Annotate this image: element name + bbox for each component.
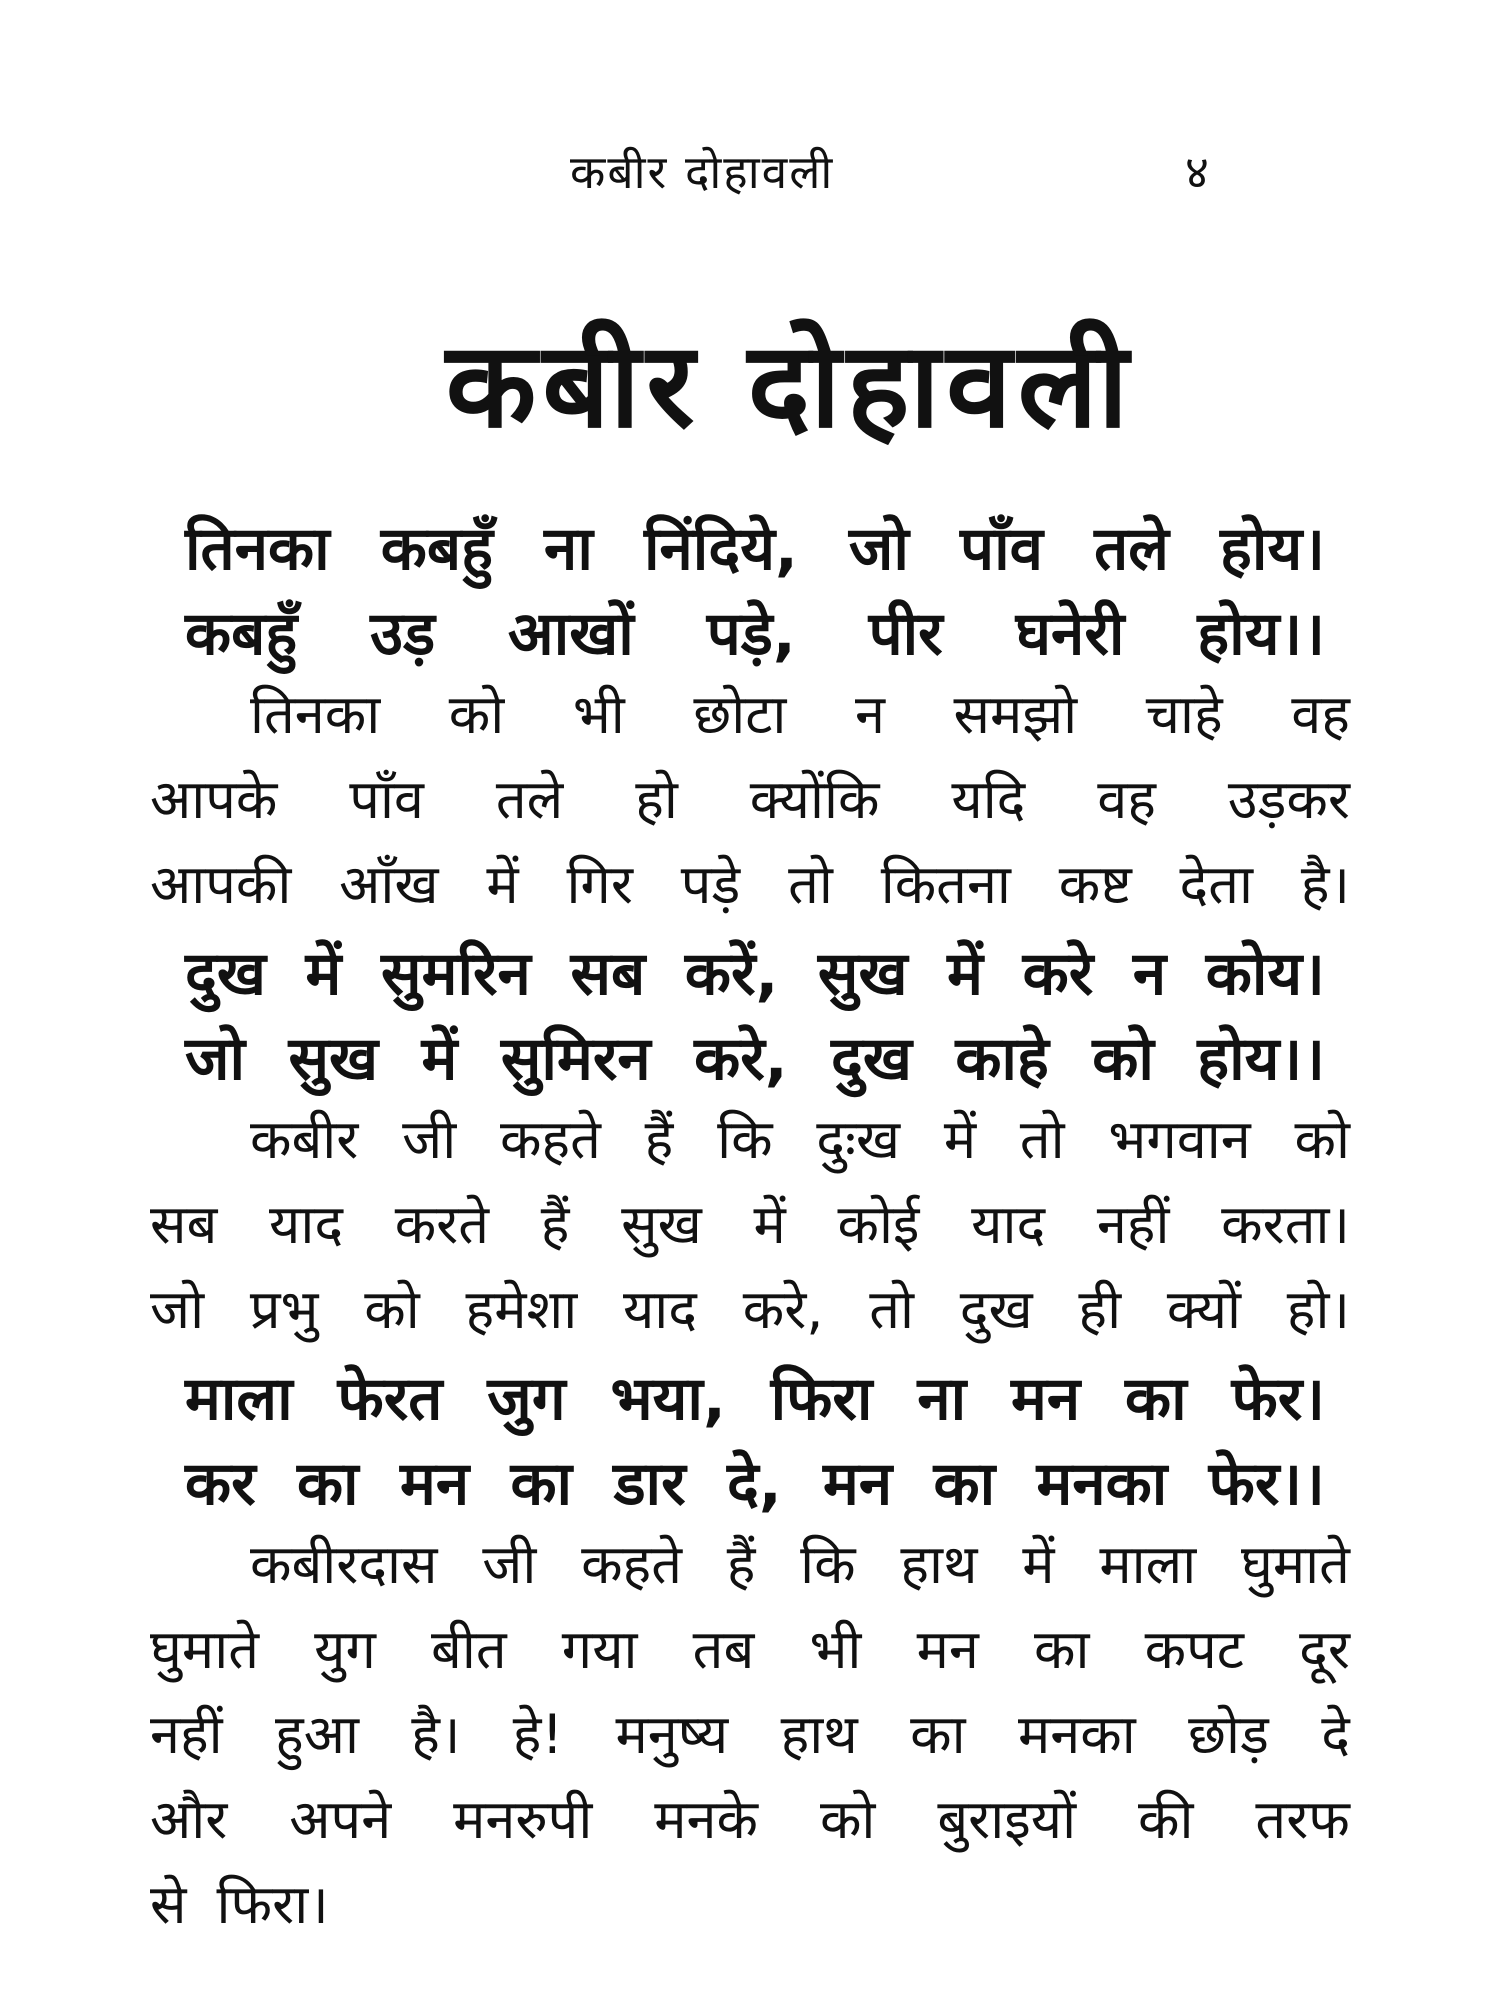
word: कबीर: [250, 1108, 359, 1171]
word: तब: [692, 1618, 755, 1681]
word: तले: [1094, 514, 1169, 584]
explanation-line: [150, 845, 1350, 919]
word: ही: [1078, 1278, 1122, 1341]
doha-line: [185, 590, 1325, 672]
explanation-line: [150, 1780, 1350, 1854]
word: मन: [916, 1618, 979, 1681]
word: कहते: [499, 1108, 601, 1171]
word: मनुष्य: [615, 1703, 729, 1766]
word: होय।: [1220, 514, 1325, 584]
word: कबहुँ: [185, 599, 298, 669]
word: पड़े,: [706, 599, 796, 669]
explanation-line: [150, 1610, 1350, 1684]
word: जुग: [487, 1364, 566, 1434]
word: आपकी: [150, 853, 292, 916]
word: होय।।: [1197, 599, 1325, 669]
word: हैं: [726, 1533, 756, 1596]
word: उड़: [370, 599, 436, 669]
explanation-line: [150, 1695, 1350, 1769]
word: माला: [185, 1364, 293, 1434]
word: हो: [635, 768, 678, 831]
word: याद: [971, 1193, 1046, 1256]
word: हो।: [1286, 1278, 1350, 1341]
word: प्रभु: [249, 1278, 319, 1341]
word: फेर।।: [1208, 1449, 1325, 1519]
doha-line: [185, 1440, 1325, 1522]
word: मनरुपी: [453, 1788, 593, 1851]
word: को: [448, 683, 505, 746]
page-number: ४: [1185, 145, 1209, 199]
word: युग: [314, 1618, 376, 1681]
word: सुख: [621, 1193, 702, 1256]
word: है।: [411, 1703, 461, 1766]
word: छोड़: [1188, 1703, 1269, 1766]
word: को: [364, 1278, 420, 1341]
word: भगवान: [1108, 1108, 1251, 1171]
word: में: [421, 1024, 458, 1094]
word: पड़े: [680, 853, 741, 916]
word: फेरत: [337, 1364, 443, 1434]
word: होय।।: [1197, 1024, 1325, 1094]
word: बुराइयों: [937, 1788, 1077, 1851]
word: कि: [800, 1533, 856, 1596]
word: का: [296, 1449, 359, 1519]
word: करते: [394, 1193, 490, 1256]
word: भया,: [610, 1364, 726, 1434]
word: वह: [1291, 683, 1350, 746]
word: हे!: [512, 1703, 564, 1766]
word: चाहे: [1145, 683, 1223, 746]
word: गिर: [566, 853, 633, 916]
word: निंदिये,: [643, 514, 798, 584]
word: को: [1294, 1108, 1350, 1171]
doha-line: [185, 930, 1325, 1012]
word: करे,: [694, 1024, 788, 1094]
word: मनका: [1036, 1449, 1168, 1519]
word: में: [305, 939, 342, 1009]
word: क्योंकि: [749, 768, 880, 831]
word: आखों: [507, 599, 634, 669]
word: दे,: [726, 1449, 782, 1519]
explanation-line: [250, 1100, 1350, 1174]
doha-line: [185, 1015, 1325, 1097]
word: में: [1022, 1533, 1055, 1596]
word: को: [819, 1788, 876, 1851]
word: तो: [788, 853, 833, 916]
word: है।: [1300, 853, 1350, 916]
word: जो: [848, 514, 909, 584]
word: समझो: [953, 683, 1078, 746]
word: मन: [1010, 1364, 1081, 1434]
word: कितना: [880, 853, 1011, 916]
word: कोई: [837, 1193, 920, 1256]
word: जी: [402, 1108, 457, 1171]
word: से: [150, 1873, 187, 1936]
word: भी: [809, 1618, 862, 1681]
word: बीत: [431, 1618, 507, 1681]
word: कहते: [581, 1533, 683, 1596]
word: जो: [185, 1024, 246, 1094]
word: छोटा: [693, 683, 787, 746]
word: फिरा।: [216, 1873, 329, 1936]
word: तो: [1019, 1108, 1065, 1171]
word: पाँव: [349, 768, 424, 831]
word: सुमरिन: [381, 939, 531, 1009]
word: फेर।: [1231, 1364, 1325, 1434]
word: घनेरी: [1015, 599, 1125, 669]
word: में: [947, 939, 984, 1009]
word: न: [854, 683, 885, 746]
word: न: [1132, 939, 1167, 1009]
word: माला: [1099, 1533, 1197, 1596]
word: वह: [1097, 768, 1156, 831]
word: मन: [399, 1449, 470, 1519]
word: दे: [1321, 1703, 1350, 1766]
doha-line: [185, 505, 1325, 587]
word: में: [943, 1108, 977, 1171]
running-title: कबीर दोहावली: [570, 145, 835, 199]
word: में: [753, 1193, 786, 1256]
word: नहीं: [1096, 1193, 1170, 1256]
page-title: कबीर दोहावली: [445, 316, 1135, 454]
word: घुमाते: [150, 1618, 259, 1681]
doha-line: [185, 1355, 1325, 1437]
word: जी: [482, 1533, 537, 1596]
word: सब: [570, 939, 646, 1009]
word: सुख: [817, 939, 908, 1009]
word: करे,: [742, 1278, 824, 1341]
word: गया: [561, 1618, 638, 1681]
word: आपके: [150, 768, 278, 831]
word: उड़कर: [1227, 768, 1350, 831]
word: पीर: [868, 599, 943, 669]
word: याद: [622, 1278, 697, 1341]
word: कर: [185, 1449, 256, 1519]
word: ना: [544, 514, 593, 584]
word: तले: [495, 768, 564, 831]
word: तिनका: [185, 514, 330, 584]
word: हाथ: [900, 1533, 978, 1596]
word: कोय।: [1205, 939, 1325, 1009]
word: क्यों: [1166, 1278, 1242, 1341]
word: तो: [869, 1278, 914, 1341]
word: हुआ: [275, 1703, 359, 1766]
word: कपट: [1144, 1618, 1244, 1681]
word: को: [1092, 1024, 1154, 1094]
word: दुख: [830, 1024, 912, 1094]
word: की: [1138, 1788, 1194, 1851]
word: दुःख: [816, 1108, 901, 1171]
word: तरफ: [1255, 1788, 1350, 1851]
word: का: [910, 1703, 966, 1766]
word: सब: [150, 1193, 218, 1256]
word: हैं: [540, 1193, 570, 1256]
word: दूर: [1299, 1618, 1350, 1681]
word: का: [510, 1449, 573, 1519]
word: का: [933, 1449, 996, 1519]
word: कबहुँ: [380, 514, 493, 584]
word: कबीरदास: [250, 1533, 438, 1596]
word: देता: [1179, 853, 1253, 916]
explanation-line: [150, 760, 1350, 834]
word: दुख: [959, 1278, 1033, 1341]
word: कि: [717, 1108, 773, 1171]
word: करे: [1022, 939, 1094, 1009]
word: सुख: [288, 1024, 379, 1094]
word: जो: [150, 1278, 205, 1341]
word: यदि: [951, 768, 1026, 831]
word: ना: [917, 1364, 967, 1434]
word: मन: [822, 1449, 893, 1519]
word: पाँव: [960, 514, 1043, 584]
word: अपने: [289, 1788, 392, 1851]
explanation-line: [150, 1185, 1350, 1259]
word: काहे: [955, 1024, 1049, 1094]
word: हैं: [644, 1108, 674, 1171]
word: दुख: [185, 939, 266, 1009]
word: याद: [269, 1193, 344, 1256]
word: करें,: [684, 939, 779, 1009]
explanation-line: [150, 1270, 1350, 1344]
word: कष्ट: [1058, 853, 1132, 916]
explanation-line: [250, 675, 1350, 749]
explanation-line: [150, 1865, 1350, 1939]
word: डार: [613, 1449, 686, 1519]
word: फिरा: [770, 1364, 873, 1434]
word: मनका: [1018, 1703, 1136, 1766]
word: हमेशा: [465, 1278, 578, 1341]
word: घुमाते: [1240, 1533, 1350, 1596]
word: और: [150, 1788, 228, 1851]
word: में: [486, 853, 519, 916]
word: भी: [572, 683, 625, 746]
word: हाथ: [780, 1703, 858, 1766]
word: नहीं: [150, 1703, 223, 1766]
word: का: [1033, 1618, 1090, 1681]
word: आँख: [339, 853, 439, 916]
word: का: [1125, 1364, 1187, 1434]
word: मनके: [654, 1788, 758, 1851]
word: सुमिरन: [500, 1024, 651, 1094]
word: करता।: [1221, 1193, 1350, 1256]
explanation-line: [250, 1525, 1350, 1599]
word: तिनका: [250, 683, 381, 746]
